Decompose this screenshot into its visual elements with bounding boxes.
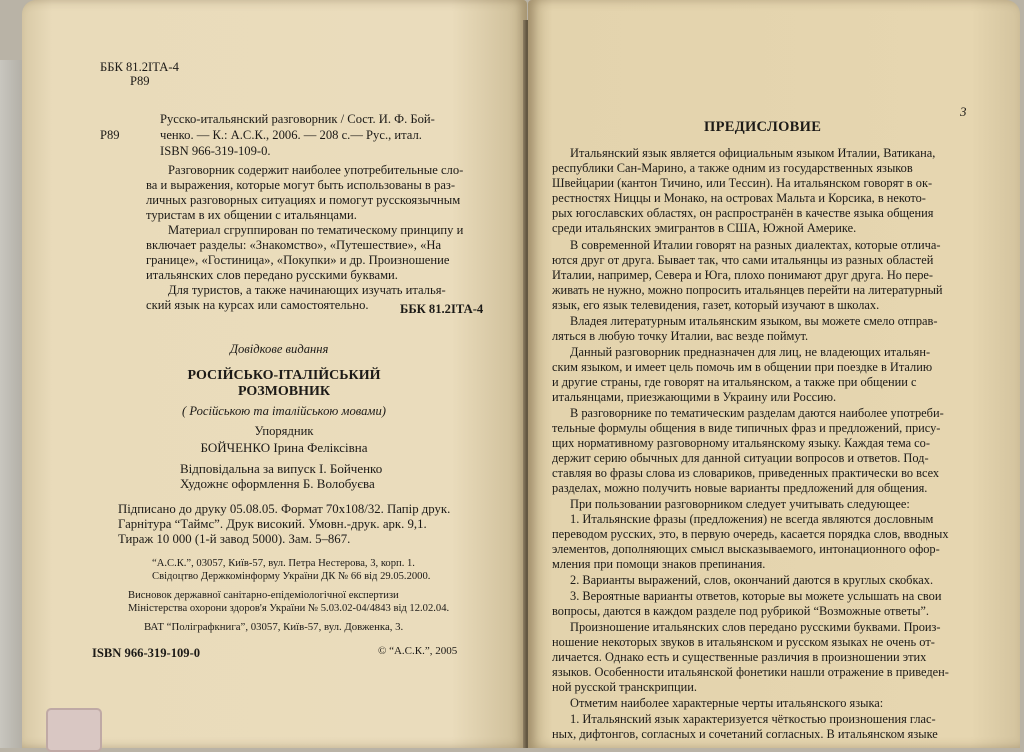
right-page — [528, 0, 1020, 748]
preface-line: вопросы, даются в каждом разделе под рубрикой “Возможные ответы”. — [552, 604, 930, 618]
preface-line: тельные формулы общения в виде типичных фраз и предложений, прису- — [552, 421, 941, 435]
responsible-person: Відповідальна за випуск І. Бойченко — [180, 461, 383, 476]
preface-line: 3. Вероятные варианты ответов, которые вы можете услышать на свои — [570, 589, 942, 603]
preface-line: язык, его язык телевидения, газет, который изучают в школах. — [552, 298, 880, 312]
preface-line: республики Сан-Марино, а также одним из государственных языков — [552, 161, 913, 175]
preface-line: Италии, например, Севера и Юга, плохо понимают друг друга. Но пере- — [552, 268, 934, 282]
preface-line: ных, дифтонгов, согласных и сочетаний согласных. В итальянском языке — [552, 727, 938, 741]
preface-line: Швейцарии (кантон Тичино, или Тессин). На итальянском говорят в ок- — [552, 176, 933, 190]
designer: Художнє оформлення Б. Волобуєва — [180, 476, 375, 491]
preface-line: разделах, можно получить новые варианты предложений для общения. — [552, 481, 928, 495]
sanitary-line: Міністерства охорони здоров'я України № 5.03.02-04/4843 від 12.02.04. — [128, 603, 450, 614]
preface-line: элементов, дополняющих смысл высказываемого, интонационного офор- — [552, 542, 940, 556]
preface-line: ским языком, и имеет цель помочь им в общении при поездке в Италию — [552, 360, 933, 374]
print-details-line: Гарнітура “Таймс”. Друк високий. Умовн.-друк. арк. 9,1. — [118, 517, 427, 531]
preface-line: переводом русских, это, в первую очередь, касается порядка слов, вводных — [552, 527, 949, 541]
book-title-line-1: РОСІЙСЬКО-ІТАЛІЙСЬКИЙ — [187, 368, 381, 383]
preface-line: держит серию обычных для данной ситуации вопросов и ответов. Под- — [552, 451, 929, 465]
description-line: Материал сгруппирован по тематическому принципу и — [168, 223, 464, 237]
preface-line: щих нормативному разговорному итальянскому языку. Каждая тема со- — [552, 436, 931, 450]
preface-line: Владея литературным итальянским языком, вы можете смело отправ- — [570, 314, 938, 328]
copyright: © “А.С.К.”, 2005 — [378, 645, 458, 657]
description-line: личных разговорных ситуациях и помогут русскоязычным — [146, 193, 461, 207]
preface-line: рых югославских областях, он распространён в качестве языка общения — [552, 206, 934, 220]
preface-line: 1. Итальянские фразы (предложения) не всегда являются дословным — [570, 512, 934, 526]
print-details-line: Тираж 10 000 (1-й завод 5000). Зам. 5–867. — [118, 532, 351, 546]
preface-line: ной русской транскрипции. — [552, 680, 697, 694]
preface-line: Произношение итальянских слов передано русскими буквами. Произ- — [570, 620, 941, 634]
bookmark-tab — [46, 708, 102, 752]
r89-code-side: Р89 — [100, 128, 120, 142]
description-line: ва и выражения, которые могут быть использованы в раз- — [146, 178, 456, 192]
preface-line: ставляя во фразы слова из словариков, приведенных практически во всех — [552, 466, 940, 480]
edition-type: Довідкове видання — [230, 342, 329, 356]
bbk-code-right: ББК 81.2ІТА-4 — [400, 302, 484, 316]
preface-line: среди итальянских эмигрантов в США, Южной Америке. — [552, 221, 857, 235]
preface-line: итальянцами, приезжающими в Украину или Россию. — [552, 390, 837, 404]
preface-line: ются друг от друга. Бывает так, что сами итальянцы из разных областей — [552, 253, 934, 267]
preface-line: языков. Особенности итальянской фонетики нашли отражение в приведен- — [552, 665, 949, 679]
preface-line: Отметим наиболее характерные черты итальянского языка: — [570, 696, 884, 710]
preface-line: и другие страны, где говорят на итальянском, а также при общении с — [552, 375, 917, 389]
book-title-line-2: РОЗМОВНИК — [237, 384, 331, 399]
preface-line: ношение некоторых звуков в итальянском и русском языках не очень от- — [552, 635, 935, 649]
isbn-bottom: ISBN 966-319-109-0 — [92, 646, 201, 660]
preface-line: личается. Однако есть и существенные различия в произношении этих — [552, 650, 927, 664]
preface-line: мления при помощи знаков препинания. — [552, 557, 766, 571]
description-line: итальянских слов передано русскими буквами. — [146, 268, 398, 282]
page-number: 3 — [960, 104, 967, 119]
description-line: границе», «Гостиница», «Покупки» и др. Произношение — [146, 253, 450, 267]
book-subtitle: ( Російською та італійською мовами) — [182, 404, 386, 418]
preface-line: В современной Италии говорят на разных диалектах, которые отлича- — [570, 238, 941, 252]
preface-line: При пользовании разговорником следует учитывать следующее: — [570, 497, 910, 511]
sanitary-line: Висновок державної санітарно-епідеміологічної експертизи — [128, 590, 399, 601]
description-line: ский язык на курсах или самостоятельно. — [146, 298, 369, 312]
preface-line: Итальянский язык является официальным языком Италии, Ватикана, — [570, 146, 936, 160]
biblio-line: Русско-итальянский разговорник / Сост. И. Ф. Бой- — [160, 112, 435, 126]
print-details-line: Підписано до друку 05.08.05. Формат 70x108/32. Папір друк. — [118, 502, 451, 516]
preface-line: Данный разговорник предназначен для лиц, не владеющих итальян- — [570, 345, 931, 359]
description-line: включает разделы: «Знакомство», «Путешествие», «На — [146, 238, 442, 252]
preface-line: живать не нужно, можно попросить итальянцев перейти на литературный — [552, 283, 943, 297]
preface-line: ляться в любую точку Италии, вас везде поймут. — [552, 329, 809, 343]
preface-line: В разговорнике по тематическим разделам даются наиболее употреби- — [570, 406, 944, 420]
preface-heading: ПРЕДИСЛОВИЕ — [704, 119, 822, 135]
publisher-line: Свідоцтво Держкомінформу України ДК № 66 від 29.05.2000. — [152, 571, 431, 582]
printer-info: ВАТ “Поліграфкнига”, 03057, Київ-57, вул. Довженка, 3. — [144, 621, 404, 633]
description-line: Для туристов, а также начинающих изучать италья- — [168, 283, 446, 297]
left-page — [22, 0, 527, 748]
bbk-code: ББК 81.2ІТА-4 — [100, 60, 179, 74]
preface-line: 1. Итальянский язык характеризуется чёткостью произношения глас- — [570, 712, 936, 726]
compiler-name: БОЙЧЕНКО Ірина Феліксівна — [200, 440, 368, 455]
biblio-line: ченко. — К.: А.С.К., 2006. — 208 с.— Рус., итал. — [160, 128, 422, 142]
r89-code-top: Р89 — [130, 74, 150, 88]
preface-line: 2. Варианты выражений, слов, окончаний даются в круглых скобках. — [570, 573, 934, 587]
publisher-line: “А.С.К.”, 03057, Київ-57, вул. Петра Нестерова, 3, корп. 1. — [152, 558, 415, 569]
compiler-label: Упорядник — [254, 424, 314, 438]
description-line: туристам в их общении с итальянцами. — [146, 208, 357, 222]
biblio-line: ISBN 966-319-109-0. — [160, 144, 271, 158]
description-line: Разговорник содержит наиболее употребительные сло- — [168, 163, 464, 177]
preface-line: рестностях Ниццы и Монако, на островах Мальта и Корсика, в некото- — [552, 191, 926, 205]
